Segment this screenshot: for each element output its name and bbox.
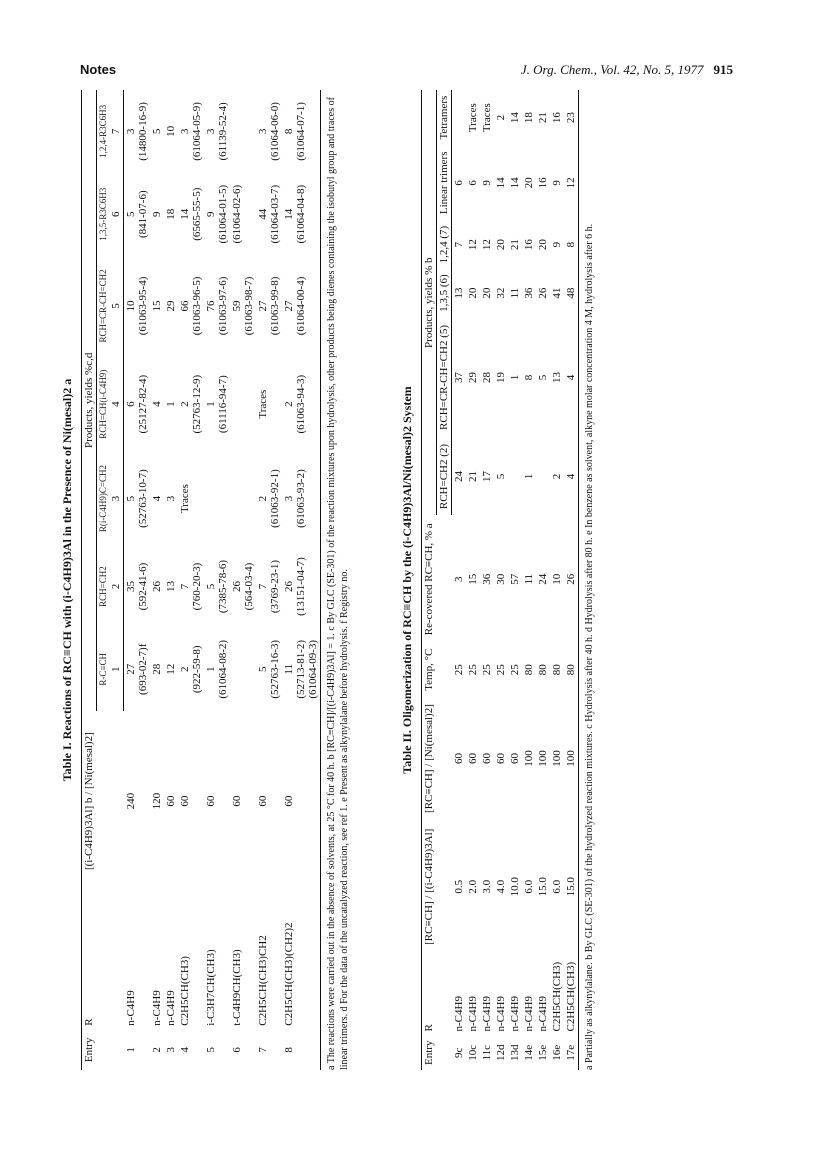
t2-head-r: R: [422, 953, 452, 1036]
t2-cell-t: 25: [509, 664, 521, 676]
t2-head-entry: Entry: [422, 1035, 452, 1070]
t2-cell-entry: 15e: [537, 1044, 549, 1061]
t2-cell-product: 16: [537, 177, 549, 189]
t2-cell-product: 13: [453, 287, 465, 299]
t2-col-5: Linear trimers: [437, 145, 452, 220]
t2-col-3: 1,3,5 (6): [437, 269, 452, 317]
t2-cell-a: 15.0: [564, 821, 579, 953]
t1-cell-ratio: 60: [282, 711, 321, 892]
t1-cell-entry: 3: [165, 1047, 177, 1053]
t2-cell-b: 60: [509, 753, 521, 765]
t2-cell-product: 20: [467, 287, 479, 299]
t2-cell-r: C2H5CH(CH3): [564, 953, 579, 1036]
t2-cell-t: 80: [551, 664, 563, 676]
t2-cell-product: 2: [495, 114, 507, 121]
t1-cell-product: 2 (61063-92-1): [257, 469, 281, 528]
table-2-grid: [421, 90, 579, 1070]
t2-cell-entry: 16e: [551, 1044, 563, 1061]
t2-cell-product: [452, 90, 467, 145]
t2-cell-product: 14: [509, 177, 521, 189]
t1-cell-product: 1 (61064-08-2): [205, 639, 229, 699]
t1-cell-product: [204, 452, 230, 545]
t2-cell-product: [508, 438, 522, 516]
t1-cell-product: 18: [165, 208, 177, 220]
t1-cell-product: 26 (564-03-4): [231, 562, 255, 611]
t2-cell-b: 100: [537, 750, 549, 767]
t1-cell-product: 14 (61064-04-8): [282, 173, 321, 256]
t1-cell-ratio: 120: [151, 792, 163, 810]
t1-cell-product: 11 (52713-81-2) (61064-09-3): [282, 628, 321, 711]
t1-cell-product: 14 (6565-55-5): [179, 187, 203, 241]
t2-col-4: 1,2,4 (7): [437, 220, 452, 268]
t1-struct-1: R-C≡CH: [98, 652, 108, 686]
t2-cell-entry: 13d: [509, 1044, 521, 1061]
t2-cell-a: 15.0: [537, 877, 549, 897]
t1-cell-r: C2H5CH(CH3)CH2: [257, 935, 269, 1026]
t2-cell-product: 21: [537, 112, 549, 124]
t2-cell-product: Traces: [467, 103, 479, 133]
t2-cell-product: 16: [523, 239, 535, 251]
table-1-grid: [81, 90, 321, 1070]
t1-cell-product: 1 (61116-94-7): [205, 375, 229, 434]
t2-cell-product: 32: [495, 287, 507, 299]
t1-cell-r: C2H5CH(CH3): [179, 956, 191, 1026]
t1-num-2: 2: [109, 545, 124, 628]
t2-cell-t: 25: [467, 664, 479, 676]
t1-cell-product: 5: [151, 128, 163, 135]
t2-cell-product: [536, 438, 550, 516]
t2-cell-product: 36: [523, 287, 535, 299]
t1-cell-product: 8 (61064-07-1): [282, 90, 321, 173]
t1-num-5: 5: [109, 256, 124, 357]
t2-cell-product: 14: [495, 177, 507, 189]
t1-struct-7: 1,2,4-R3C6H3: [98, 104, 108, 158]
t2-cell-entry: 11c: [481, 1045, 493, 1061]
t1-cell-product: 2 (61063-94-3): [282, 356, 321, 452]
t1-body: [124, 90, 321, 1070]
t1-cell-ratio: 60: [165, 795, 177, 807]
t2-cell-product: 17: [481, 471, 493, 483]
t2-cell-product: 12: [564, 145, 579, 220]
table-1-title: Table I. Reactions of RC≡CH with (i-C4H9)3Al in the Presence of Ni(mesal)2 a: [60, 378, 74, 782]
t1-cell-product: 7 (3769-23-1): [257, 559, 281, 614]
t1-cell-product: 3 (14800-16-9): [125, 102, 149, 161]
t2-cell-product: 4: [564, 438, 579, 516]
table-row: [230, 90, 256, 1070]
t1-cell-ratio: 60: [257, 795, 269, 807]
t1-head-products: Products, yields %c,d: [82, 90, 97, 711]
t2-cell-rec: 15: [467, 573, 479, 585]
t2-cell-entry: 12d: [495, 1044, 507, 1061]
t1-cell-product: 3 (61064-05-9): [179, 102, 203, 161]
t1-head-ratio: [(i-C4H9)3Al] b / [Ni(mesal)2]: [82, 711, 124, 892]
t2-cell-product: 20: [523, 177, 535, 189]
table-row: [204, 90, 230, 1070]
t2-cell-product: 6: [453, 180, 465, 186]
t1-cell-product: 6 (25127-82-4): [125, 374, 149, 434]
t1-cell-entry: 2: [151, 1047, 163, 1053]
t2-cell-entry: 17e: [564, 1035, 579, 1070]
t1-cell-product: 35 (592-41-6): [125, 562, 149, 611]
t1-cell-product: 66 (61063-96-5): [179, 276, 203, 336]
t2-head-ratio1: [RC≡CH] / [(i-C4H9)3Al]: [422, 821, 452, 953]
t2-cell-product: 48: [564, 269, 579, 317]
t2-cell-rec: 30: [495, 573, 507, 585]
t2-cell-r: n-C4H9: [481, 996, 493, 1032]
t1-cell-entry: 5: [205, 1047, 217, 1053]
t2-cell-a: 6.0: [523, 879, 535, 894]
t1-cell-r: C2H5CH(CH3)(CH2)2: [282, 892, 321, 1030]
t1-cell-r: i-C3H7CH(CH3): [205, 949, 217, 1026]
t2-cell-product: 6: [467, 180, 479, 186]
t2-cell-rec: 3: [452, 576, 465, 582]
t1-cell-product: 44 (61064-03-7): [257, 184, 281, 244]
t1-head-entry: Entry: [82, 1030, 124, 1070]
t1-cell-product: 5 (52763-16-3): [257, 639, 281, 699]
t2-cell-rec: 26: [564, 515, 579, 643]
t2-cell-entry: 14e: [523, 1044, 535, 1061]
t2-cell-product: 4: [564, 317, 579, 437]
t1-num-3: 3: [109, 452, 124, 545]
t2-body: [452, 90, 579, 1070]
table-1-footnote: a The reactions were carried out in the absence of solvents, at 25 °C for 40 h. b [RC≡CH]/[(i-C4H9)3Al] = 1. c By GLC (SE-301) of the reaction mixtures upon hydrolysis, other products being dienes containing the isobutyl group and traces of linear trimers. d For the data of the uncatalyzed reaction, see ref 1. e Present as alkynylalane before hydrolysis. f Registry no.: [326, 97, 350, 1070]
t1-struct-2: RCH=CH2: [98, 566, 108, 607]
t2-cell-a: 6.0: [551, 879, 563, 894]
t1-cell-ratio: 60: [179, 795, 191, 807]
t1-cell-entry: 1: [124, 1047, 137, 1053]
t1-cell-product: 2 (922-59-8): [179, 645, 203, 694]
t2-cell-t: 80: [564, 643, 579, 696]
t2-cell-r: n-C4H9: [523, 996, 535, 1032]
t1-cell-product: 2 (52763-12-9): [179, 374, 203, 434]
t1-num-6: 6: [109, 173, 124, 256]
t2-head-ratio2: [RC≡CH] / [Ni(mesal)2]: [422, 696, 452, 820]
page-header-section: Notes: [80, 62, 117, 77]
t2-cell-rec: 36: [481, 573, 493, 585]
t2-cell-product: 8: [564, 220, 579, 268]
t2-cell-product: 5: [537, 374, 549, 381]
t1-cell-product: 26: [151, 581, 163, 593]
table-row: [178, 90, 204, 1070]
t2-cell-b: 100: [523, 750, 535, 767]
table-2: [400, 90, 740, 1070]
table-row: [124, 90, 151, 1070]
t2-cell-a: 4.0: [495, 879, 507, 894]
table-row: [452, 90, 467, 1070]
t2-cell-product: 8: [523, 374, 535, 381]
t2-cell-t: 25: [495, 664, 507, 676]
t1-cell-entry: 4: [179, 1047, 191, 1053]
t2-cell-r: n-C4H9: [509, 996, 521, 1032]
t2-cell-product: 13: [551, 371, 563, 383]
t2-cell-r: n-C4H9: [495, 996, 507, 1032]
t2-col-1: RCH=CH2 (2): [437, 438, 452, 516]
t1-cell-product: 3 (61064-06-0): [257, 102, 281, 161]
t1-cell-product: 3 (61139-52-4): [205, 102, 229, 161]
t1-cell-r: n-C4H9: [124, 990, 137, 1026]
t2-cell-product: 29: [467, 371, 479, 383]
t1-cell-r: n-C4H9: [165, 990, 177, 1026]
table-row: [550, 90, 564, 1070]
t1-cell-product: 12: [165, 663, 177, 675]
t1-cell-product: 59 (61063-98-7): [231, 276, 255, 336]
t2-cell-a: 3.0: [481, 879, 493, 894]
t2-cell-product: 28: [481, 371, 493, 383]
t1-cell-product: [230, 90, 256, 173]
t2-cell-product: 18: [523, 112, 535, 124]
table-row: [564, 90, 579, 1070]
t1-cell-product: Traces: [257, 389, 269, 419]
t1-cell-product: 5 (841-07-6): [125, 190, 149, 239]
t2-cell-product: 12: [467, 239, 479, 251]
t1-num-1: 1: [109, 628, 124, 711]
t1-cell-product: 29: [165, 300, 177, 312]
table-row: [508, 90, 522, 1070]
t2-cell-product: 2: [551, 473, 563, 480]
table-row: [164, 90, 178, 1070]
t2-cell-product: 1: [523, 473, 535, 480]
t1-cell-product: [230, 356, 256, 452]
t1-cell-r: t-C4H9CH(CH3): [231, 949, 243, 1026]
t2-cell-b: 60: [467, 753, 479, 765]
t2-cell-product: 21: [467, 471, 479, 483]
t1-cell-product: 13: [165, 581, 177, 593]
t1-cell-product: 1: [165, 401, 177, 407]
t2-cell-b: 100: [564, 696, 579, 820]
t1-cell-product: 27 (61063-99-8): [257, 276, 281, 336]
t2-cell-a: 10.0: [509, 877, 521, 897]
t1-cell-product: (61064-02-6): [231, 184, 243, 244]
t2-cell-product: 16: [551, 112, 563, 124]
t2-cell-rec: 10: [551, 573, 563, 585]
t1-struct-4: RCH=CH(i-C4H9): [98, 369, 108, 439]
t2-cell-r: n-C4H9: [537, 996, 549, 1032]
t1-cell-ratio: 60: [231, 795, 243, 807]
t1-cell-entry: 8: [282, 1030, 321, 1070]
t1-head-r: R: [82, 892, 124, 1030]
t1-cell-entry: 7: [257, 1047, 269, 1053]
t2-cell-b: 60: [452, 753, 465, 765]
t1-cell-ratio: 240: [124, 792, 137, 810]
table-row: [480, 90, 494, 1070]
t2-cell-product: 37: [453, 371, 465, 383]
t2-cell-product: 21: [509, 239, 521, 251]
table-row: [150, 90, 164, 1070]
t2-cell-rec: 11: [523, 573, 535, 585]
table-2-footnote: a Partially as alkynylalane. b By GLC (SE-301) of the hydrolyzed reaction mixtures. c Hydrolysis after 40 h. d Hydrolysis after 80 h. e In benzene as solvent, alkyne molar concentration 4 M, hydrolysis after 6 h.: [584, 223, 595, 1070]
t1-struct-3: R(i-C4H9)C=CH2: [98, 465, 108, 533]
t1-cell-product: 9: [151, 211, 163, 217]
t2-cell-product: 11: [509, 287, 521, 299]
t2-cell-a: 2.0: [467, 879, 479, 894]
t1-cell-product: 9 (61064-01-5): [205, 184, 229, 244]
t2-cell-product: 23: [564, 90, 579, 145]
t2-cell-product: 41: [551, 287, 563, 299]
t2-cell-entry: 10c: [467, 1044, 479, 1061]
t1-cell-product: 28: [151, 663, 163, 675]
t1-cell-product: [230, 452, 256, 545]
t1-cell-product: 4: [151, 401, 163, 407]
t1-cell-product: 10 (61063-95-4): [125, 276, 149, 336]
t1-cell-product: 76 (61063-97-6): [205, 276, 229, 336]
t2-cell-a: 0.5: [452, 879, 465, 894]
t1-cell-product: 3: [165, 495, 177, 502]
t2-cell-r: n-C4H9: [452, 996, 465, 1032]
t1-cell-product: 3 (61063-93-2): [282, 452, 321, 545]
t1-cell-product: 4: [151, 495, 163, 502]
t1-num-7: 7: [109, 90, 124, 173]
t1-struct-6: 1,3,5-R3C6H3: [98, 187, 108, 241]
t1-cell-product: Traces: [179, 484, 191, 514]
page-header-journal: [521, 62, 733, 78]
t1-cell-product: 27 (61064-00-4): [282, 256, 321, 357]
t2-cell-b: 60: [481, 753, 493, 765]
t1-cell-product: 27 (693-02-7)f: [125, 643, 149, 695]
table-row: [466, 90, 480, 1070]
t2-col-2: RCH=CR-CH=CH2 (5): [437, 317, 452, 437]
t2-cell-rec: 24: [537, 573, 549, 585]
t2-cell-product: 9: [551, 241, 563, 248]
t2-cell-product: 26: [537, 287, 549, 299]
t1-cell-product: 15: [151, 300, 163, 312]
table-row: [536, 90, 550, 1070]
t2-cell-product: Traces: [481, 103, 493, 133]
t2-cell-product: 5: [495, 473, 507, 480]
table-2-title: Table II. Oligomerization of RC≡CH by the (i-C4H9)3Al/Ni(mesal)2 System: [400, 386, 414, 774]
table-row: [282, 90, 321, 1070]
t1-num-4: 4: [109, 356, 124, 452]
t2-cell-product: 9: [551, 180, 563, 186]
table-row: [256, 90, 282, 1070]
t2-cell-product: 12: [481, 239, 493, 251]
t2-col-6: Tetramers: [437, 90, 452, 145]
t1-cell-product: 10: [165, 125, 177, 137]
t2-cell-product: 7: [453, 241, 465, 248]
t2-cell-product: 1: [509, 374, 521, 381]
t2-cell-r: C2H5CH(CH3): [551, 961, 563, 1032]
t2-cell-rec: 57: [509, 573, 521, 585]
t1-cell-r: n-C4H9: [151, 990, 163, 1026]
t2-cell-product: 9: [481, 180, 493, 186]
t2-cell-t: 25: [452, 664, 465, 676]
t2-cell-product: 20: [537, 239, 549, 251]
t2-cell-product: 20: [495, 239, 507, 251]
t2-cell-entry: 9c: [452, 1047, 465, 1058]
t1-cell-product: 5 (7385-78-6): [205, 559, 229, 614]
t2-cell-t: 80: [523, 664, 535, 676]
t2-head-temp: Temp, °C: [422, 643, 452, 696]
t2-head-products: Products, yields % b: [422, 90, 437, 515]
t1-cell-ratio: 60: [205, 795, 217, 807]
t1-cell-product: 26 (13151-04-7): [282, 545, 321, 628]
t2-cell-r: n-C4H9: [467, 996, 479, 1032]
t2-cell-t: 80: [537, 664, 549, 676]
t2-cell-product: 24: [453, 471, 465, 483]
t2-cell-product: 19: [495, 371, 507, 383]
t2-cell-b: 60: [495, 753, 507, 765]
t2-cell-t: 25: [481, 664, 493, 676]
t1-struct-5: RCH=CR-CH=CH2: [98, 269, 108, 343]
t1-cell-product: [230, 628, 256, 711]
t2-cell-product: 14: [509, 112, 521, 124]
t1-cell-entry: 6: [231, 1047, 243, 1053]
page-number: 915: [713, 62, 733, 77]
t2-head-recovered: Re-covered RC≡CH, % a: [422, 515, 452, 643]
t1-cell-product: 5 (52763-10-7): [125, 469, 149, 528]
t2-cell-b: 100: [551, 750, 563, 767]
t2-cell-product: 20: [481, 287, 493, 299]
table-row: [522, 90, 536, 1070]
t1-cell-product: 7 (760-20-3): [179, 562, 203, 611]
journal-citation: J. Org. Chem., Vol. 42, No. 5, 1977: [520, 62, 704, 77]
table-row: [494, 90, 508, 1070]
